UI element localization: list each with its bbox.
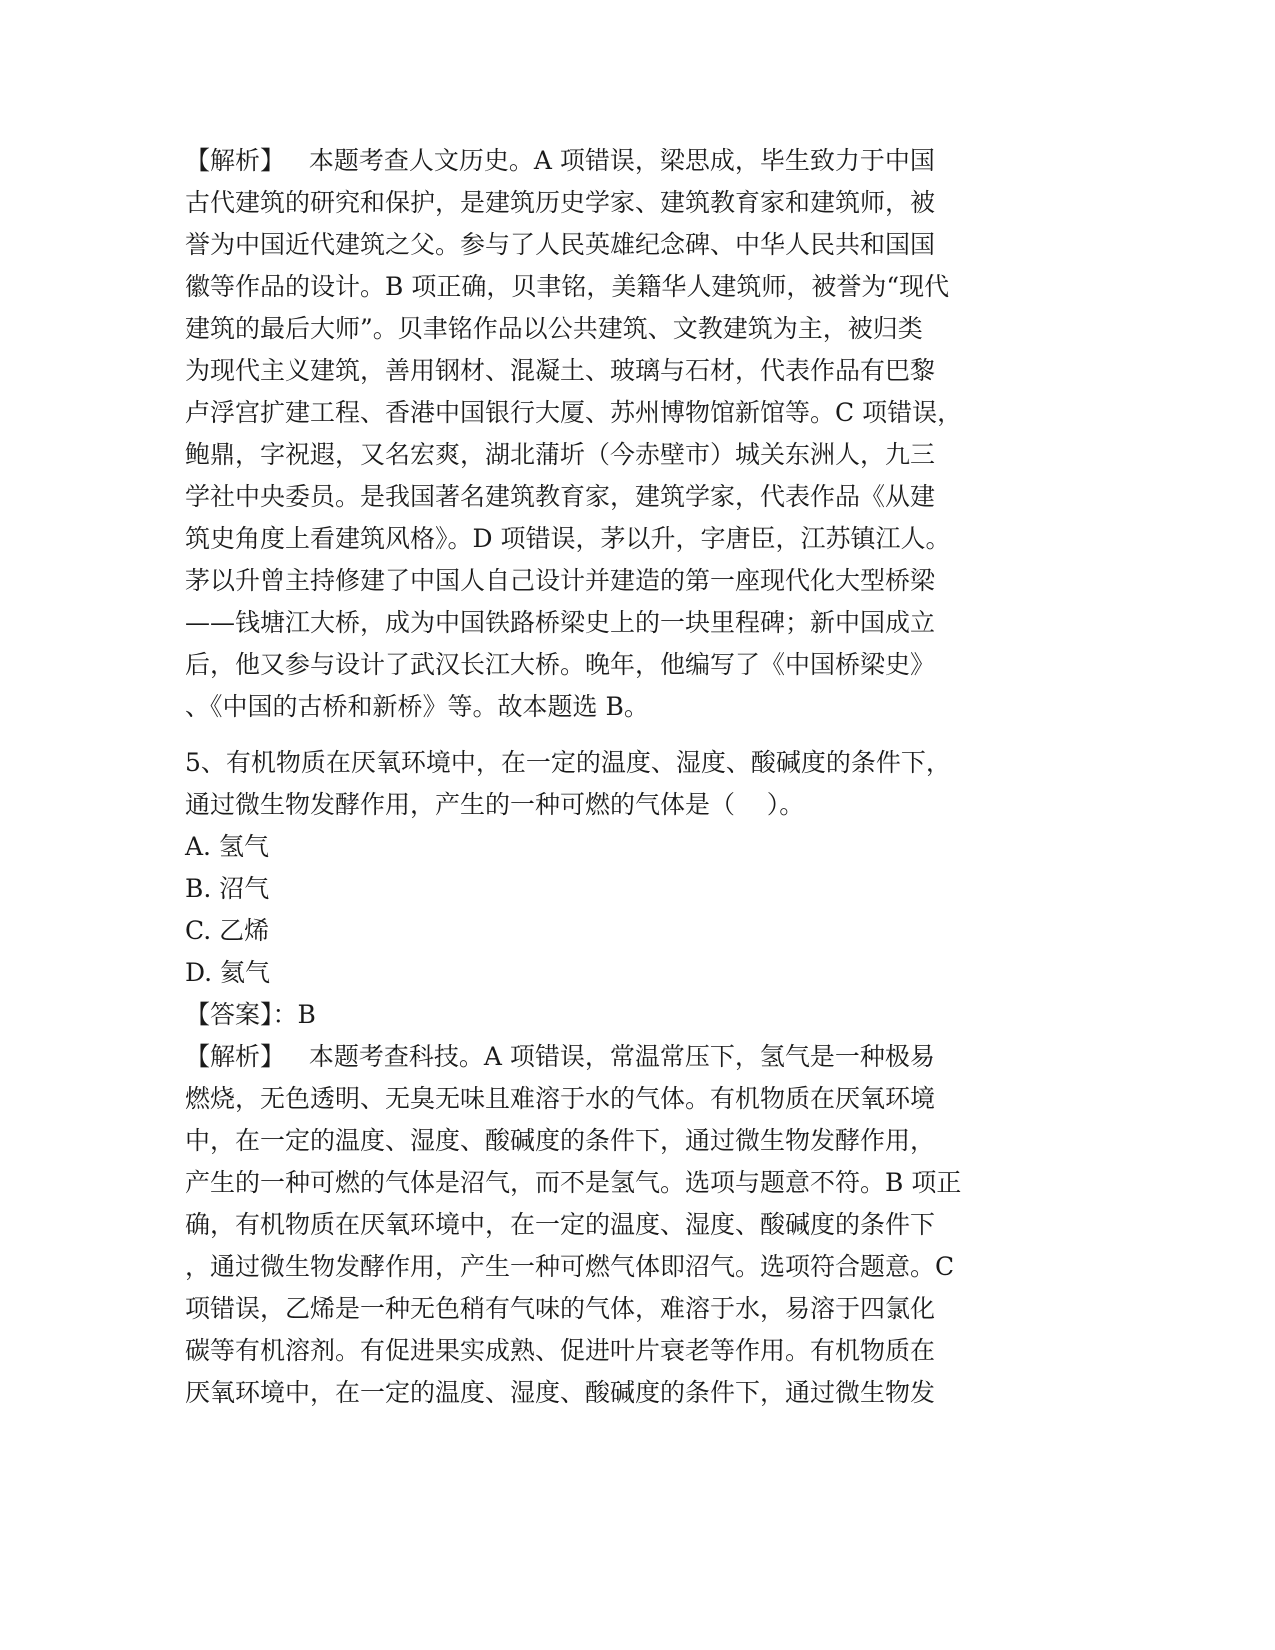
question-stem-line: 通过微生物发酵作用，产生的一种可燃的气体是（ ）。: [185, 790, 805, 819]
analysis-line: 茅以升曾主持修建了中国人自己设计并建造的第一座现代化大型桥梁: [185, 566, 936, 595]
analysis-line: 鲍鼎，字祝遐，又名宏爽，湖北蒲圻（今赤壁市）城关东洲人，九三: [185, 440, 936, 469]
analysis-block: [185, 1036, 1065, 1414]
analysis-line: 厌氧环境中，在一定的温度、湿度、酸碱度的条件下，通过微生物发: [185, 1378, 936, 1407]
analysis-line: ，通过微生物发酵作用，产生一种可燃气体即沼气。选项符合题意。C: [185, 1252, 955, 1281]
analysis-line: 卢浮宫扩建工程、香港中国银行大厦、苏州博物馆新馆等。C 项错误，: [185, 398, 963, 427]
analysis-line: 后，他又参与设计了武汉长江大桥。晚年，他编写了《中国桥梁史》: [185, 650, 936, 679]
question-5: [185, 742, 1065, 1414]
analysis-line: 【解析】 本题考查科技。A 项错误，常温常压下，氢气是一种极易: [185, 1042, 935, 1071]
analysis-line: 建筑的最后大师”。贝聿铭作品以公共建筑、文教建筑为主，被归类: [185, 314, 923, 343]
analysis-line: 、《中国的古桥和新桥》等。故本题选 B。: [185, 692, 649, 721]
analysis-line: 确，有机物质在厌氧环境中，在一定的温度、湿度、酸碱度的条件下: [185, 1210, 936, 1239]
analysis-block-prev: [185, 140, 1065, 728]
document-body: [185, 140, 1065, 1414]
question-stem-line: 5、有机物质在厌氧环境中，在一定的温度、湿度、酸碱度的条件下，: [185, 748, 951, 777]
answer-line: 【答案】：B: [185, 1000, 316, 1029]
analysis-line: 誉为中国近代建筑之父。参与了人民英雄纪念碑、中华人民共和国国: [185, 230, 936, 259]
option-b: B. 沼气: [185, 874, 270, 903]
option-c: C. 乙烯: [185, 916, 270, 945]
analysis-line: 项错误，乙烯是一种无色稍有气味的气体，难溶于水，易溶于四氯化: [185, 1294, 936, 1323]
analysis-line: 筑史角度上看建筑风格》。D 项错误，茅以升，字唐臣，江苏镇江人。: [185, 524, 951, 553]
analysis-line: 产生的一种可燃的气体是沼气，而不是氢气。选项与题意不符。B 项正: [185, 1168, 962, 1197]
analysis-line: ——钱塘江大桥，成为中国铁路桥梁史上的一块里程碑；新中国成立: [185, 608, 936, 637]
analysis-line: 学社中央委员。是我国著名建筑教育家，建筑学家，代表作品《从建: [185, 482, 936, 511]
analysis-line: 碳等有机溶剂。有促进果实成熟、促进叶片衰老等作用。有机物质在: [185, 1336, 936, 1365]
analysis-line: 中，在一定的温度、湿度、酸碱度的条件下，通过微生物发酵作用，: [185, 1126, 936, 1155]
paragraph-gap: [185, 728, 1065, 742]
option-d: D. 氦气: [185, 958, 271, 987]
option-a: A. 氢气: [185, 832, 269, 861]
analysis-line: 徽等作品的设计。B 项正确，贝聿铭，美籍华人建筑师，被誉为“现代: [185, 272, 950, 301]
analysis-line: 为现代主义建筑，善用钢材、混凝土、玻璃与石材，代表作品有巴黎: [185, 356, 936, 385]
analysis-line: 【解析】 本题考查人文历史。A 项错误，梁思成，毕生致力于中国: [185, 146, 935, 175]
analysis-line: 燃烧，无色透明、无臭无味且难溶于水的气体。有机物质在厌氧环境: [185, 1084, 936, 1113]
analysis-line: 古代建筑的研究和保护，是建筑历史学家、建筑教育家和建筑师，被: [185, 188, 936, 217]
